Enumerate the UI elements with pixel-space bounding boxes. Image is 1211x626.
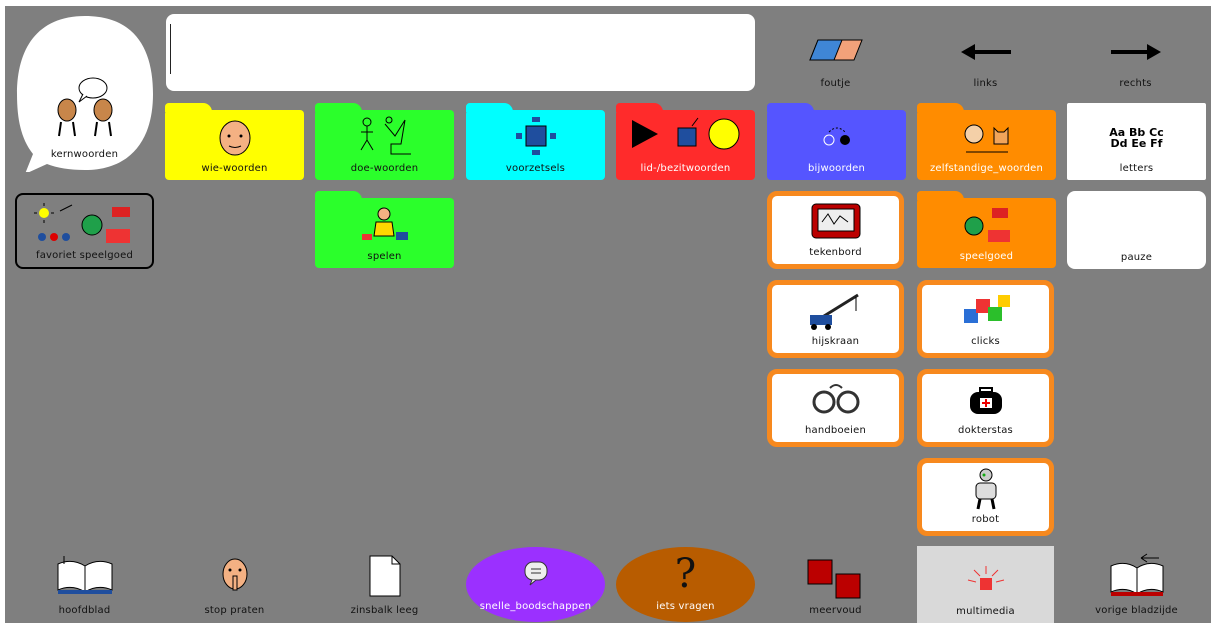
- lid-bezitwoorden-label: lid-/bezitwoorden: [640, 163, 731, 174]
- letters-button[interactable]: [1067, 103, 1206, 180]
- robot-label: robot: [971, 514, 1000, 525]
- wie-woorden-label: wie-woorden: [201, 163, 268, 174]
- speelgoed-label: speelgoed: [959, 251, 1014, 262]
- voorzetsels-folder[interactable]: [466, 110, 605, 180]
- message-icon: [466, 559, 605, 587]
- lid-bezitwoorden-folder[interactable]: [616, 110, 755, 180]
- hoofdblad-button[interactable]: [15, 546, 154, 622]
- people-cat-icon: [917, 116, 1056, 156]
- squares-icon: [767, 558, 904, 600]
- hijskraan-label: hijskraan: [811, 336, 860, 347]
- pauze-label: pauze: [1120, 252, 1153, 263]
- toys-icon: [917, 204, 1056, 244]
- favoriet-speelgoed-label: favoriet speelgoed: [35, 250, 134, 261]
- zelfstandige-woorden-folder[interactable]: [917, 110, 1056, 180]
- book-back-icon: [1067, 552, 1206, 596]
- box-icon: [466, 114, 605, 158]
- clicks-label: clicks: [971, 336, 1000, 347]
- stop-praten-button[interactable]: [165, 546, 304, 622]
- toys-icon: [17, 201, 152, 245]
- links-label: links: [973, 78, 998, 89]
- question-icon: ?: [674, 551, 697, 597]
- multimedia-label: multimedia: [956, 606, 1015, 617]
- spelen-label: spelen: [367, 251, 402, 262]
- shush-icon: [165, 556, 304, 596]
- wie-woorden-folder[interactable]: [165, 110, 304, 180]
- favoriet-speelgoed-button[interactable]: [15, 193, 154, 269]
- hijskraan-button[interactable]: [767, 280, 904, 358]
- dokterstas-button[interactable]: [917, 369, 1054, 447]
- meervoud-button[interactable]: [767, 546, 904, 622]
- pauze-button[interactable]: [1067, 191, 1206, 269]
- drawing-board-icon: [772, 202, 899, 240]
- letters-icon-line1: Aa Bb Cc: [1109, 126, 1164, 139]
- rechts-button[interactable]: [1067, 32, 1204, 95]
- eraser-icon: [767, 36, 904, 64]
- doctor-bag-icon: [922, 382, 1049, 418]
- tekenbord-label: tekenbord: [809, 247, 862, 258]
- zinsbalk-leeg-button[interactable]: [315, 546, 454, 622]
- arrow-left-icon: [917, 42, 1054, 62]
- handcuffs-icon: [772, 380, 899, 418]
- handboeien-button[interactable]: [767, 369, 904, 447]
- doe-woorden-folder[interactable]: [315, 110, 454, 180]
- speech-people-icon: [15, 76, 154, 138]
- snelle-boodschappen-label: snelle_boodschappen: [479, 601, 592, 612]
- actions-icon: [315, 114, 454, 156]
- robot-icon: [922, 467, 1049, 511]
- letters-icon: [1067, 127, 1206, 149]
- handboeien-label: handboeien: [804, 425, 867, 436]
- kernwoorden-label: kernwoorden: [50, 149, 119, 160]
- bijwoorden-label: bijwoorden: [807, 163, 866, 174]
- book-icon: [15, 554, 154, 596]
- kernwoorden-button[interactable]: [15, 14, 154, 172]
- zinsbalk-leeg-label: zinsbalk leeg: [350, 605, 419, 616]
- light-icon: [917, 564, 1054, 594]
- robot-button[interactable]: [917, 458, 1054, 536]
- clicks-button[interactable]: [917, 280, 1054, 358]
- iets-vragen-button[interactable]: [616, 547, 755, 622]
- zelfstandige-woorden-label: zelfstandige_woorden: [929, 163, 1044, 174]
- speelgoed-folder[interactable]: [917, 198, 1056, 268]
- playing-icon: [315, 204, 454, 244]
- arrow-right-icon: [1067, 42, 1204, 62]
- vorige-bladzijde-button[interactable]: [1067, 546, 1206, 622]
- text-cursor: [170, 24, 171, 74]
- bijwoorden-folder[interactable]: [767, 110, 906, 180]
- face-icon: [165, 118, 304, 158]
- vorige-bladzijde-label: vorige bladzijde: [1095, 605, 1178, 616]
- letters-label: letters: [1119, 163, 1154, 174]
- iets-vragen-label: iets vragen: [656, 601, 715, 612]
- snelle-boodschappen-button[interactable]: [466, 547, 605, 622]
- foutje-button[interactable]: [767, 32, 904, 95]
- links-button[interactable]: [917, 32, 1054, 95]
- meervoud-label: meervoud: [809, 605, 862, 616]
- rechts-label: rechts: [1119, 78, 1152, 89]
- tekenbord-button[interactable]: [767, 191, 904, 269]
- doe-woorden-label: doe-woorden: [350, 163, 419, 174]
- shapes-icon: [616, 116, 755, 152]
- dokterstas-label: dokterstas: [958, 425, 1013, 436]
- building-blocks-icon: [922, 289, 1049, 331]
- stop-praten-label: stop praten: [204, 605, 265, 616]
- arrow-dot-icon: [767, 122, 906, 150]
- crane-icon: [772, 291, 899, 331]
- letters-icon-line2: Dd Ee Ff: [1110, 137, 1163, 150]
- multimedia-button[interactable]: [917, 546, 1054, 623]
- hoofdblad-label: hoofdblad: [58, 605, 111, 616]
- blank-page-icon: [315, 554, 454, 598]
- foutje-label: foutje: [820, 78, 851, 89]
- spelen-folder[interactable]: [315, 198, 454, 268]
- voorzetsels-label: voorzetsels: [505, 163, 566, 174]
- sentence-bar[interactable]: [166, 14, 755, 91]
